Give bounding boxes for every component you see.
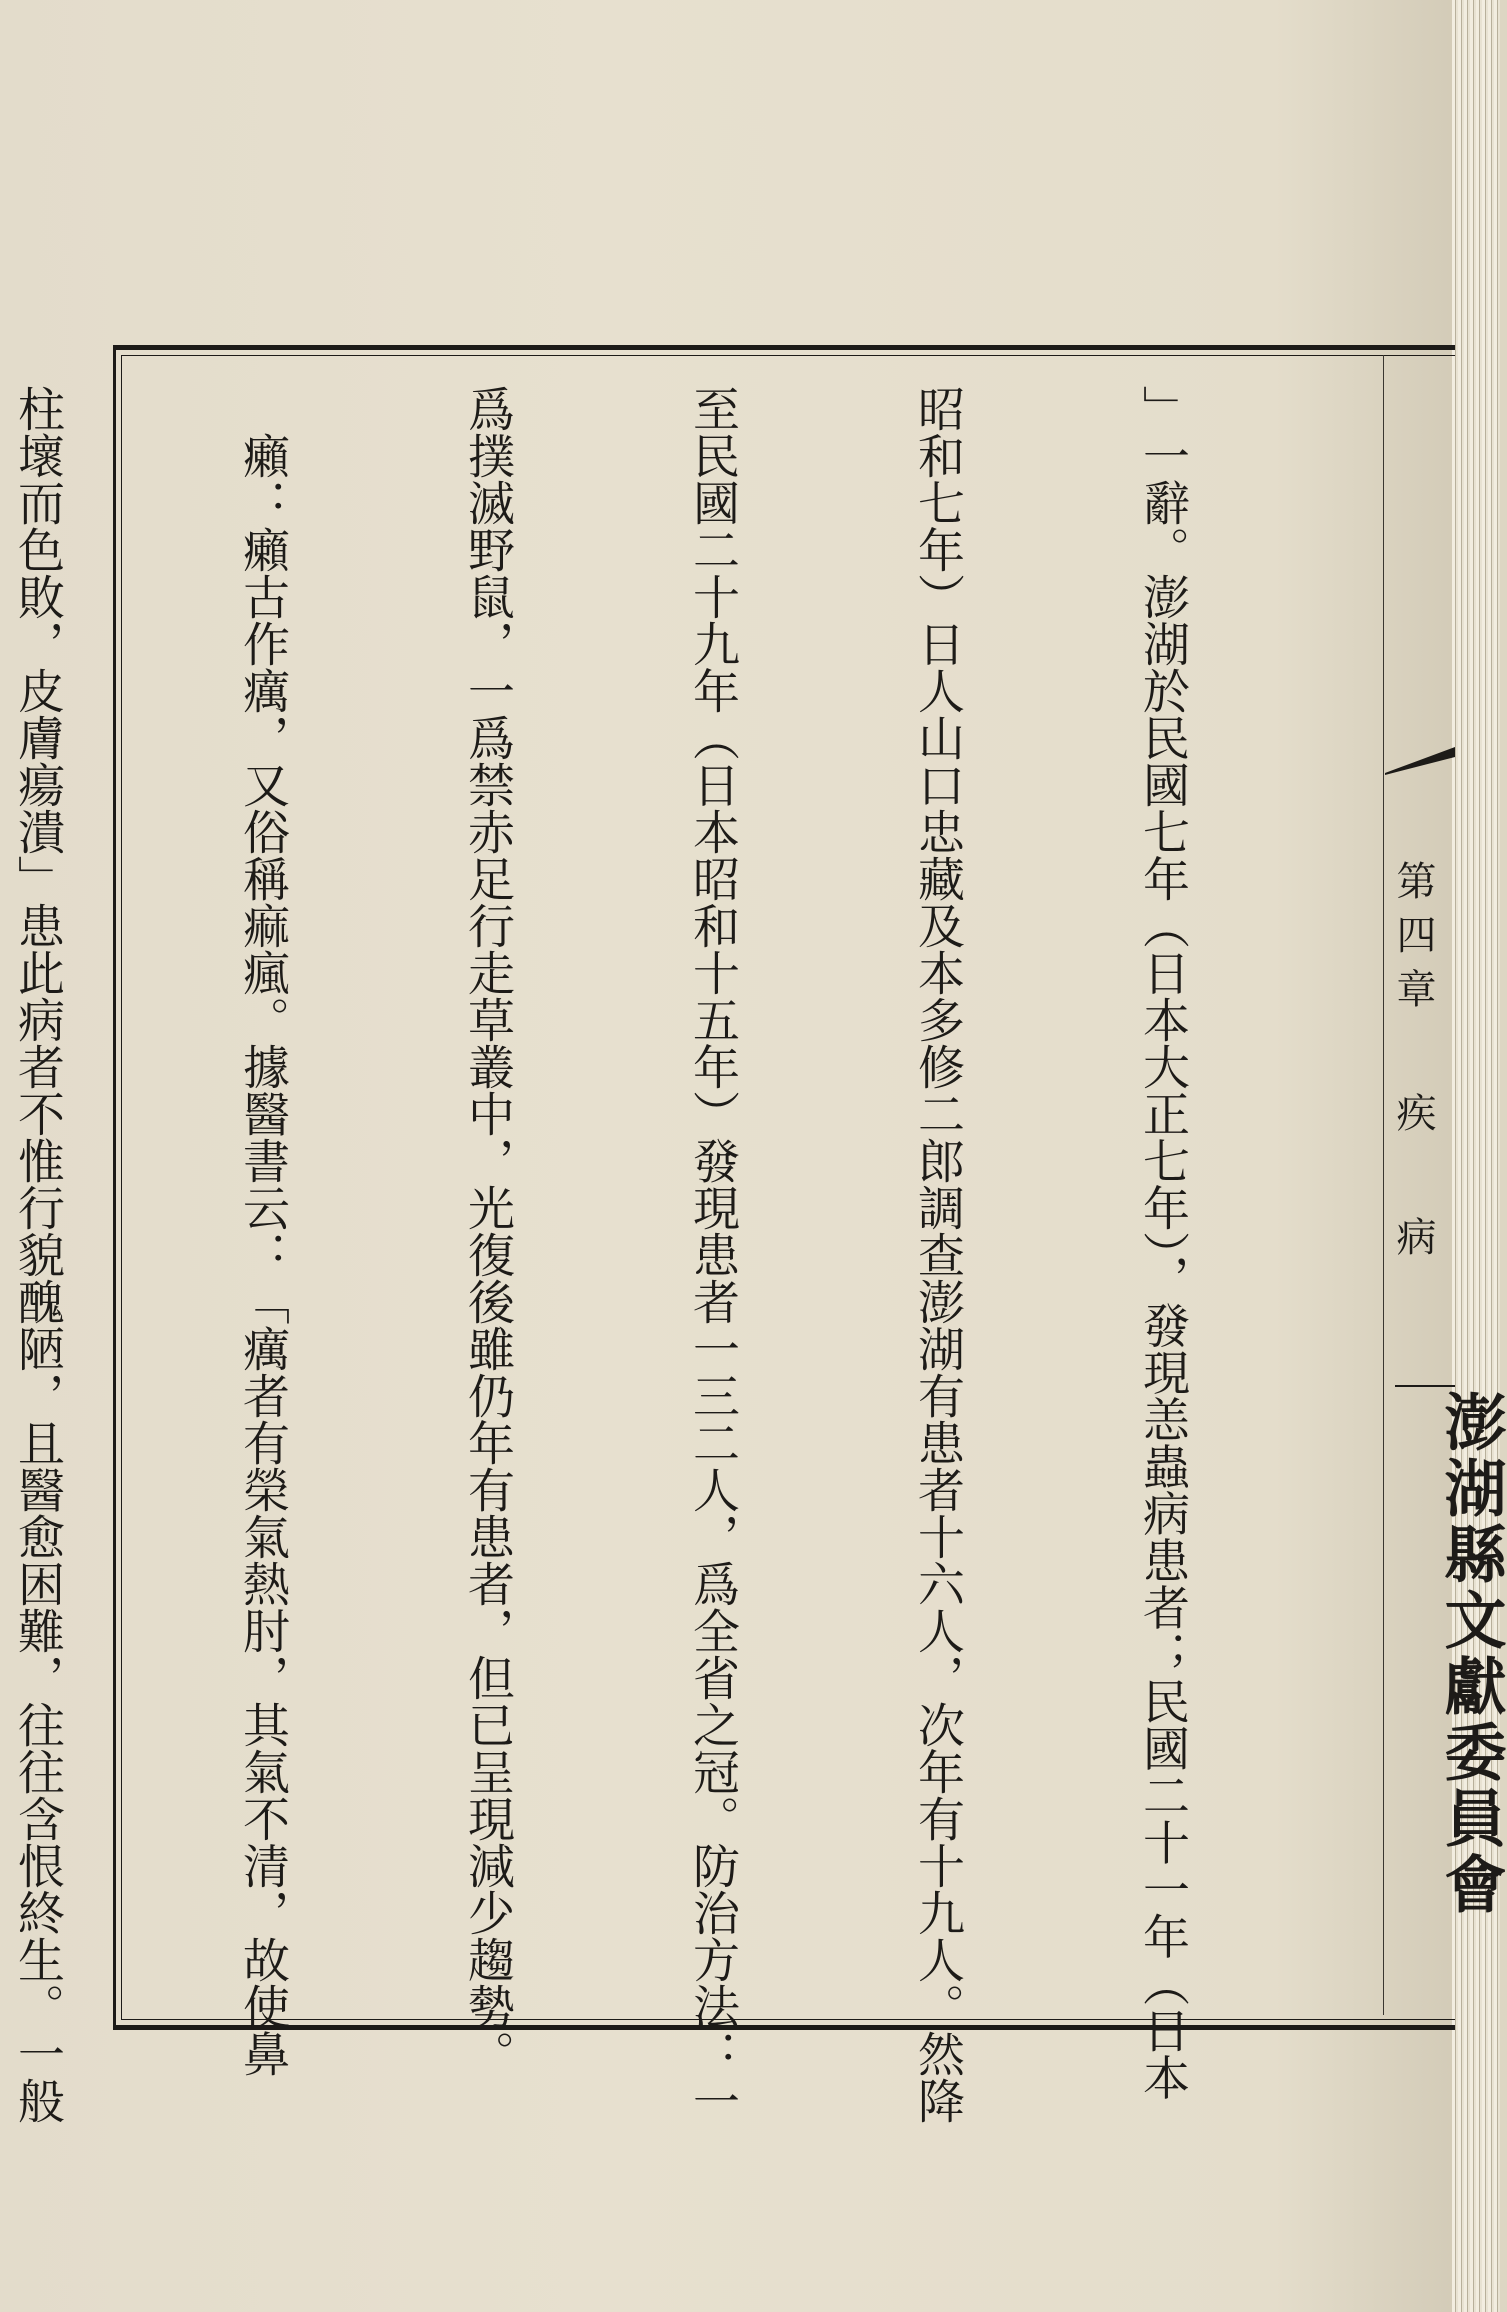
text-column: 爲撲滅野鼠，一爲禁赤足行走草叢中，光復後雖仍年有患者，但已呈現減少趨勢。 (460, 385, 515, 2077)
text-column: 」一辭。澎湖於民國七年（日本大正七年），發現恙蟲病患者；民國二十一年（日本 (1135, 385, 1190, 2101)
body-text (10, 385, 1350, 2124)
text-column: 昭和七年）日人山口忠藏及本多修二郎調查澎湖有患者十六人，次年有十九人。然降 (910, 385, 965, 2124)
header-rule (1395, 1385, 1455, 1387)
section-label-2: 病 (1390, 1216, 1436, 1270)
section-label: 疾 (1390, 1092, 1436, 1146)
header-divider (1383, 355, 1384, 2015)
text-column: 柱壞而色敗，皮膚瘍潰」患此病者不惟行貌醜陋，且醫愈困難，往往含恨終生。一般 (10, 385, 65, 2124)
text-column: 癩：癩古作癘，又俗稱痲瘋。據醫書云：「癘者有榮氣熱肘，其氣不清，故使鼻 (235, 432, 290, 2077)
text-column: 至民國二十九年（日本昭和十五年）發現患者一三二人，爲全省之冠。防治方法：一 (685, 385, 740, 2124)
running-header (1388, 860, 1438, 1270)
publisher-label: 澎湖縣文獻委員會 (1434, 1390, 1507, 1918)
chapter-label: 第四章 (1390, 860, 1436, 1022)
header-wedge-ornament (1385, 745, 1455, 775)
